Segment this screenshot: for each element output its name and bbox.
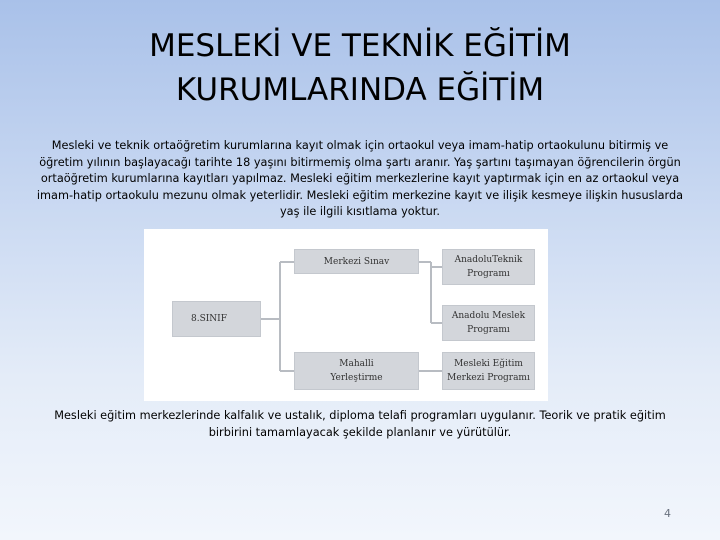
education-flow-diagram (144, 229, 548, 401)
page-number: 4 (664, 507, 671, 520)
box-anadolu-meslek-line1: Anadolu Meslek (451, 311, 526, 321)
box-mahalli-line1: Mahalli (339, 359, 374, 369)
box-8-sinif-label: 8.SINIF (191, 314, 227, 324)
box-merkezi-sinav (294, 249, 419, 274)
box-anadolu-meslek-line2: Programı (467, 325, 510, 335)
box-merkezi-sinav-label: Merkezi Sınav (323, 256, 390, 267)
box-anadolu-teknik-line2: Programı (467, 269, 510, 279)
box-anadolu-teknik-line1: AnadoluTeknik (454, 255, 523, 265)
detail-paragraph: Mesleki eğitim merkezlerinde kalfalık ve ustalık, diploma telafi programları uygulanır. Teorik ve pratik eğitim birbirini tamamlayacak şekilde planlanır ve yürütülür. (54, 409, 666, 439)
box-anadolu-teknik-programi (442, 249, 535, 285)
box-8-sinif (172, 301, 261, 337)
box-mahalli-yerlestirme (294, 352, 419, 390)
box-anadolu-meslek-programi (442, 305, 535, 341)
slide-title (60, 24, 660, 112)
intro-paragraph: Mesleki ve teknik ortaöğretim kurumlarına kayıt olmak için ortaokul veya imam-hatip ortaokulunu bitirmiş ve öğretim yılının başlayacağı tarihte 18 yaşını bitirmemiş olma şartı aranır. Yaş şartını taşımayan öğrencilerin örgün ortaöğretim kurumlarına kayıtları yapılmaz. Mesleki eğitim merkezlerine kayıt yaptırmak için en az ortaokul veya imam-hatip ortaokulu mezunu olmak yeterlidir. Mesleki eğitim merkezine kayıt ve ilişik kesmeye ilişkin hususlarda yaş ile ilgili kısıtlama yoktur. (36, 139, 684, 219)
box-mesleki-egitim-line1: Mesleki Eğitim (454, 359, 523, 369)
box-mahalli-line2: Yerleştirme (330, 373, 383, 383)
box-mesleki-egitim-merkezi-programi (442, 352, 535, 390)
box-mesleki-egitim-line2: Merkezi Programı (447, 373, 530, 383)
slide-title-line1: MESLEKİ VE TEKNİK EĞİTİM (149, 28, 571, 64)
slide-title-line2: KURUMLARINDA EĞİTİM (175, 72, 545, 108)
